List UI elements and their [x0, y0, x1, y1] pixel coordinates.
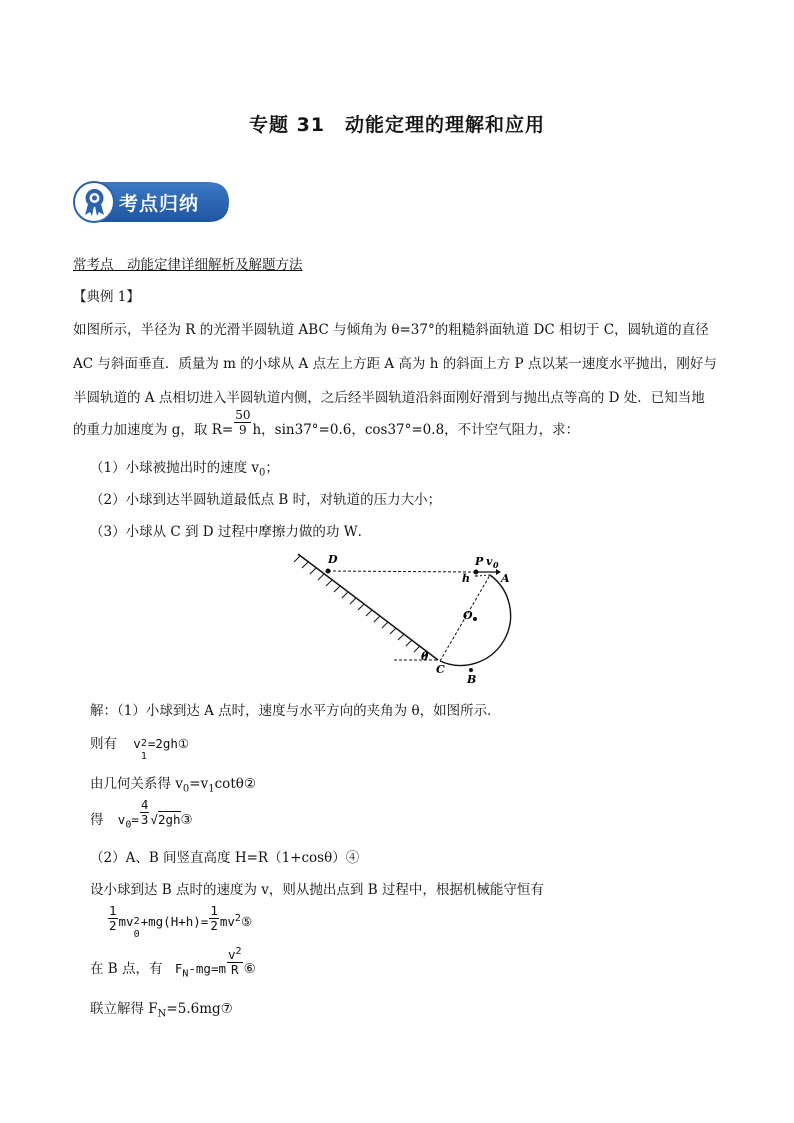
s9-post: =5.6mg⑦ — [166, 1001, 233, 1017]
s7-sup: 2 — [133, 916, 140, 927]
s8-circ: ⑥ — [243, 960, 256, 977]
s7-c: mv — [219, 914, 235, 929]
s2-v: v — [133, 736, 141, 751]
solution-line-1: 解：（1）小球到达 A 点时，速度与水平方向的夹角为 θ，如图所示． — [90, 703, 501, 719]
s9-sub: N — [157, 1008, 167, 1020]
label-v0: v — [486, 555, 493, 568]
problem-line-1: 如图所示，半径为 R 的光滑半圆轨道 ABC 与倾角为 θ=37°的粗糙斜面轨道 DC 相切于 C，圆轨道的直径 — [73, 322, 709, 338]
banner-label: 考点归纳 — [119, 193, 200, 215]
solution-line-3 — [90, 772, 256, 795]
label-b: B — [467, 673, 477, 686]
s2-sup: 2 — [140, 738, 147, 749]
s7-body — [118, 914, 209, 940]
s8-num: v — [228, 947, 236, 963]
page-title: 专题 31 动能定理的理解和应用 — [248, 114, 546, 136]
label-theta: θ — [421, 650, 429, 663]
problem-line-3: 半圆轨道的 A 点相切进入半圆轨道内侧，之后经半圆轨道沿斜面刚好滑到与抛出点等高的 D 处．已知当地 — [73, 390, 705, 406]
problem-line-4-post: h，sin37°=0.6，cos37°=0.8，不计空气阻力，求： — [252, 422, 580, 438]
s4-sub: 0 — [125, 819, 132, 831]
s7-sub: 0 — [133, 929, 140, 940]
label-a: A — [501, 572, 510, 585]
example-label: 【典例 1】 — [73, 289, 140, 305]
s7-num2: 1 — [210, 903, 218, 918]
s7-frac2 — [209, 904, 219, 933]
s7-circ: ⑤ — [240, 914, 253, 929]
s8-pre: 在 B 点，有 — [90, 960, 163, 977]
dashed-dp — [328, 571, 476, 572]
s4-frac — [140, 798, 150, 827]
frac-num: 50 — [235, 408, 251, 422]
label-o: O — [463, 609, 473, 622]
s8-den: R — [231, 962, 239, 978]
s4-v-wrap — [117, 812, 139, 831]
question-1 — [90, 456, 279, 479]
s2-eq — [133, 736, 190, 762]
s7-den2: 2 — [210, 918, 218, 933]
award-ribbon-icon — [81, 187, 108, 217]
q1-end: ； — [265, 460, 279, 476]
s3-sub0: 0 — [182, 783, 190, 795]
s4-root: 2gh — [157, 812, 181, 827]
s8-mid: -mg=m — [188, 960, 227, 976]
solution-line-4 — [90, 797, 193, 831]
physics-diagram — [290, 548, 520, 688]
q1-sub: 0 — [259, 467, 266, 479]
s9-pre: 联立解得 F — [90, 1001, 158, 1017]
incline-hatching — [294, 556, 428, 658]
problem-line-4 — [73, 408, 579, 437]
label-h: h — [462, 572, 470, 585]
point-o — [473, 617, 477, 621]
diagram-svg — [290, 548, 520, 688]
section-banner — [73, 181, 230, 223]
s4-num: 4 — [140, 797, 149, 812]
problem-line-4-pre: 的重力加速度为 g，取 R= — [73, 422, 234, 438]
s4-den: 3 — [140, 812, 149, 827]
frac-den: 9 — [239, 423, 247, 437]
s7-num1: 1 — [109, 903, 117, 918]
s3-a: 由几何关系得 v — [90, 776, 183, 792]
s7-a: mv — [118, 914, 134, 929]
incline-line — [298, 554, 438, 660]
q1-text: （1）小球被抛出时的速度 v — [90, 460, 260, 476]
point-p — [474, 570, 479, 575]
label-p: P — [475, 555, 484, 568]
point-b — [469, 668, 473, 672]
s7-frac1 — [108, 904, 118, 933]
s7-tail — [220, 914, 252, 929]
s3-sub1: 1 — [208, 783, 215, 795]
dashed-h — [476, 575, 490, 576]
problem-line-2: AC 与斜面垂直．质量为 m 的小球从 A 点左上方距 A 高为 h 的斜面上方 P 点以某一速度水平抛出，刚好与 — [73, 356, 717, 372]
label-c: C — [436, 663, 445, 676]
s4-eq: = — [131, 812, 139, 827]
s3-mid: =v — [189, 776, 209, 792]
label-v0-sub: 0 — [493, 560, 499, 570]
solution-line-7 — [107, 903, 253, 940]
s4-v: v — [117, 812, 126, 827]
s2-pre: 则有 — [90, 736, 117, 752]
s7-sup2: 2 — [234, 912, 241, 924]
s3-end: cotθ② — [214, 776, 256, 792]
s2-post: =2gh① — [147, 736, 190, 751]
point-d — [326, 569, 331, 574]
solution-line-5: （2）A、B 间竖直高度 H=R（1+cosθ）④ — [90, 850, 360, 866]
fraction-r — [234, 408, 251, 437]
label-d: D — [328, 553, 338, 566]
solution-line-6: 设小球到达 B 点时的速度为 v，则从抛出点到 B 过程中，根据机械能守恒有 — [90, 882, 544, 898]
solution-line-8 — [90, 945, 256, 980]
s7-den1: 2 — [109, 918, 117, 933]
s7-b: +mg(H+h)= — [140, 914, 209, 929]
s8-f: F — [174, 960, 183, 976]
question-2: （2）小球到达半圆轨道最低点 B 时，对轨道的压力大小； — [90, 492, 442, 508]
s8-lhs — [174, 960, 227, 980]
solution-line-9 — [90, 997, 233, 1020]
s8-sub: N — [182, 968, 189, 980]
s2-sub: 1 — [140, 751, 147, 762]
s8-frac — [227, 945, 243, 977]
question-3: （3）小球从 C 到 D 过程中摩擦力做的功 W． — [90, 524, 372, 540]
section-heading: 常考点 动能定律详细解析及解题方法 — [73, 257, 303, 273]
s8-numsup: 2 — [235, 946, 242, 957]
s4-root-wrap: √2gh — [150, 812, 181, 827]
s8-num-wrap — [227, 945, 243, 963]
s4-pre: 得 — [90, 812, 104, 828]
s4-circ: ③ — [180, 812, 193, 828]
solution-line-2 — [90, 732, 190, 762]
